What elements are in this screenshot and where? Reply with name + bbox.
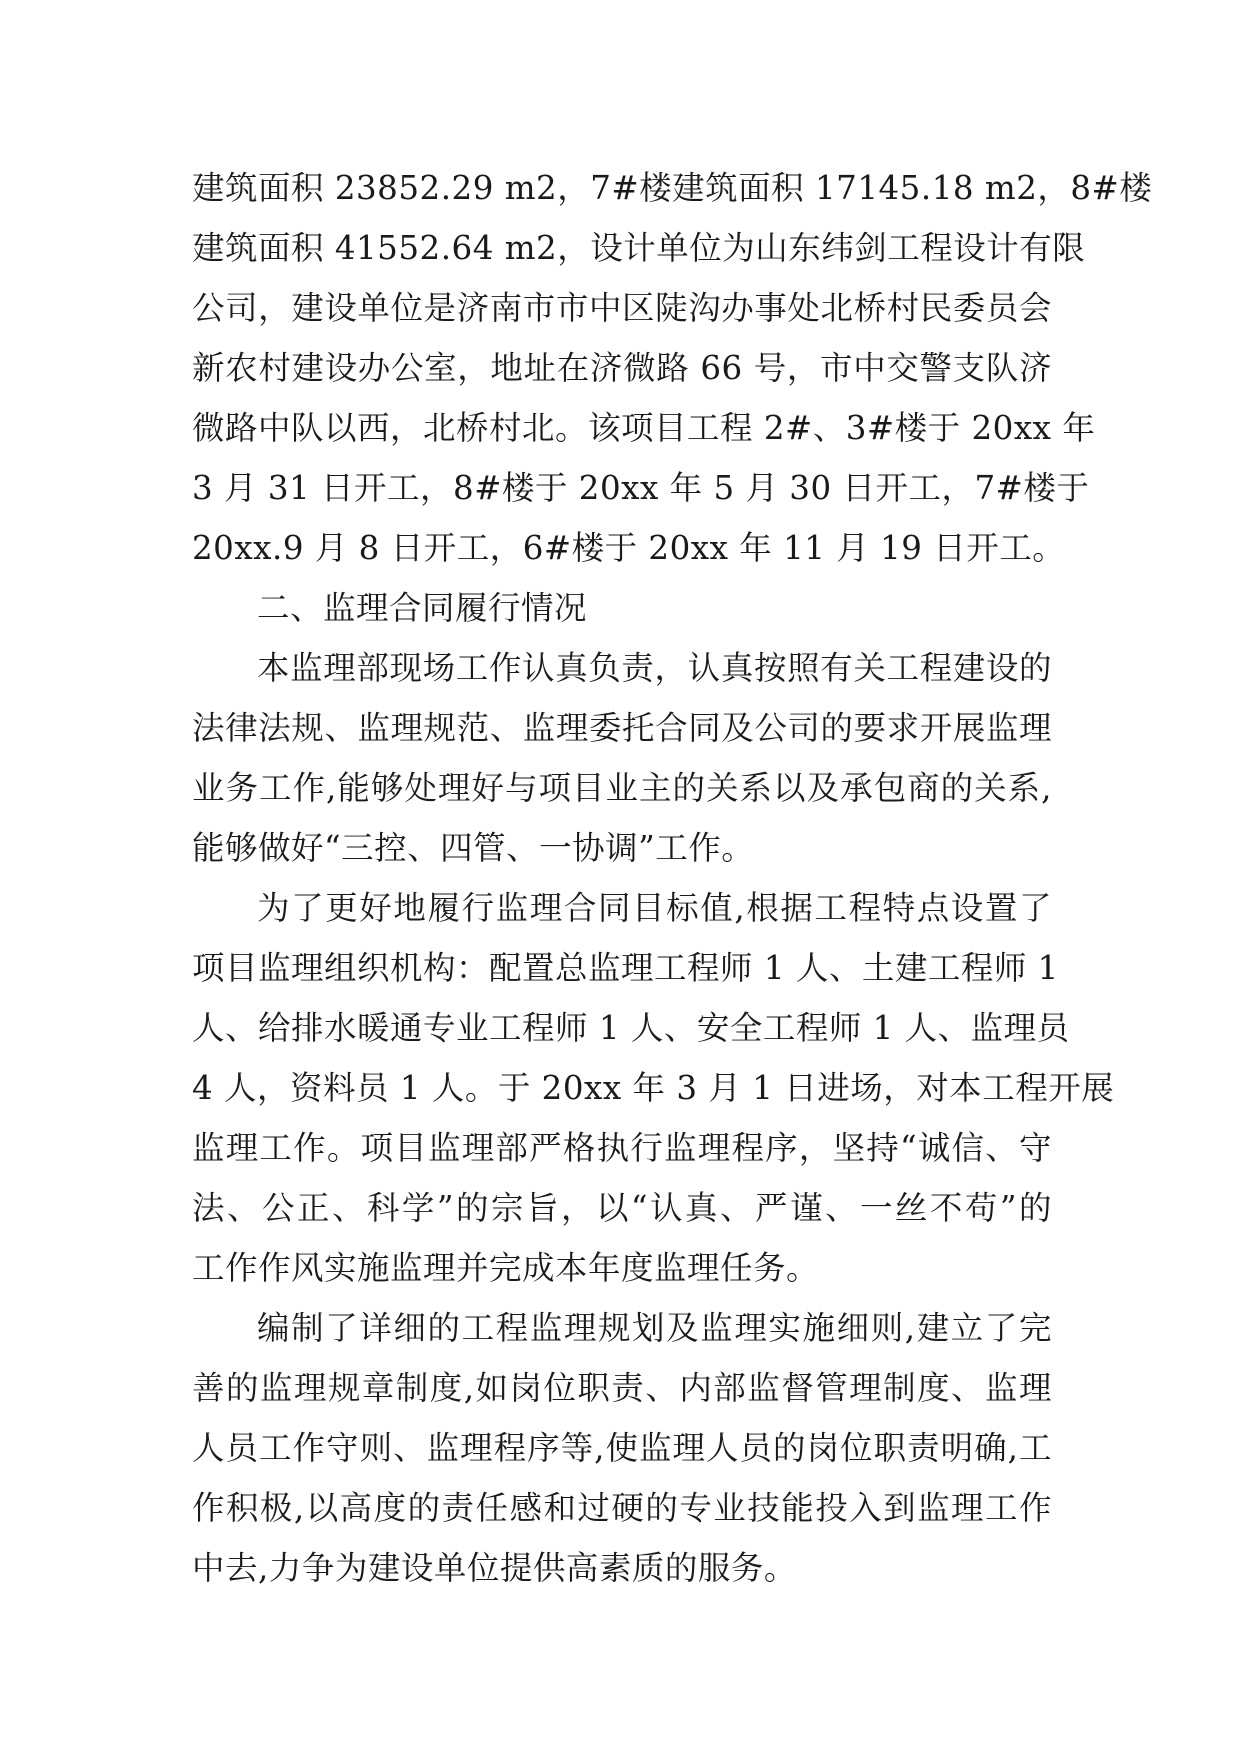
heading-text: 二、监理合同履行情况 [257,589,588,627]
text-line: 公司，建设单位是济南市市中区陡沟办事处北桥村民委员会 [192,289,1052,327]
text-line: 业务工作,能够处理好与项目业主的关系以及承包商的关系, [192,769,1052,807]
paragraph-project-overview [192,158,1153,578]
text-line: 善的监理规章制度,如岗位职责、内部监督管理制度、监理 [192,1369,1052,1407]
text-line: 人员工作守则、监理程序等,使监理人员的岗位职责明确,工 [192,1429,1052,1467]
text-line: 3 月 31 日开工，8#楼于 20xx 年 5 月 30 日开工，7#楼于 [192,469,1090,507]
document-page [192,158,1153,1598]
text-line: 人、给排水暖通专业工程师 1 人、安全工程师 1 人、监理员 [192,1009,1070,1047]
text-line: 20xx.9 月 8 日开工，6#楼于 20xx 年 11 月 19 日开工。 [192,529,1066,567]
text-line: 工作作风实施监理并完成本年度监理任务。 [192,1249,820,1287]
text-line: 微路中队以西，北桥村北。该项目工程 2#、3#楼于 20xx 年 [192,409,1096,447]
text-line: 为了更好地履行监理合同目标值,根据工程特点设置了 [257,889,1052,927]
text-line: 建筑面积 41552.64 m2，设计单位为山东纬剑工程设计有限 [192,229,1086,267]
text-line: 中去,力争为建设单位提供高素质的服务。 [192,1549,797,1587]
paragraph-supervision-work [192,638,1052,878]
text-line: 本监理部现场工作认真负责，认真按照有关工程建设的 [257,649,1052,687]
text-line: 作积极,以高度的责任感和过硬的专业技能投入到监理工作 [192,1489,1052,1527]
section-heading [192,578,1052,638]
text-line: 监理工作。项目监理部严格执行监理程序，坚持“诚信、守 [192,1129,1052,1167]
text-line: 法、公正、科学”的宗旨，以“认真、严谨、一丝不苟”的 [192,1189,1052,1227]
text-line: 4 人，资料员 1 人。于 20xx 年 3 月 1 日进场，对本工程开展 [192,1069,1115,1107]
text-line: 建筑面积 23852.29 m2，7#楼建筑面积 17145.18 m2，8#楼 [192,169,1153,207]
text-line: 编制了详细的工程监理规划及监理实施细则,建立了完 [257,1309,1052,1347]
text-line: 项目监理组织机构：配置总监理工程师 1 人、土建工程师 1 [192,949,1059,987]
paragraph-organization [192,878,1115,1298]
text-line: 法律法规、监理规范、监理委托合同及公司的要求开展监理 [192,709,1052,747]
text-line: 能够做好“三控、四管、一协调”工作。 [192,829,755,867]
text-line: 新农村建设办公室，地址在济微路 66 号，市中交警支队济 [192,349,1052,387]
paragraph-regulations [192,1298,1052,1598]
